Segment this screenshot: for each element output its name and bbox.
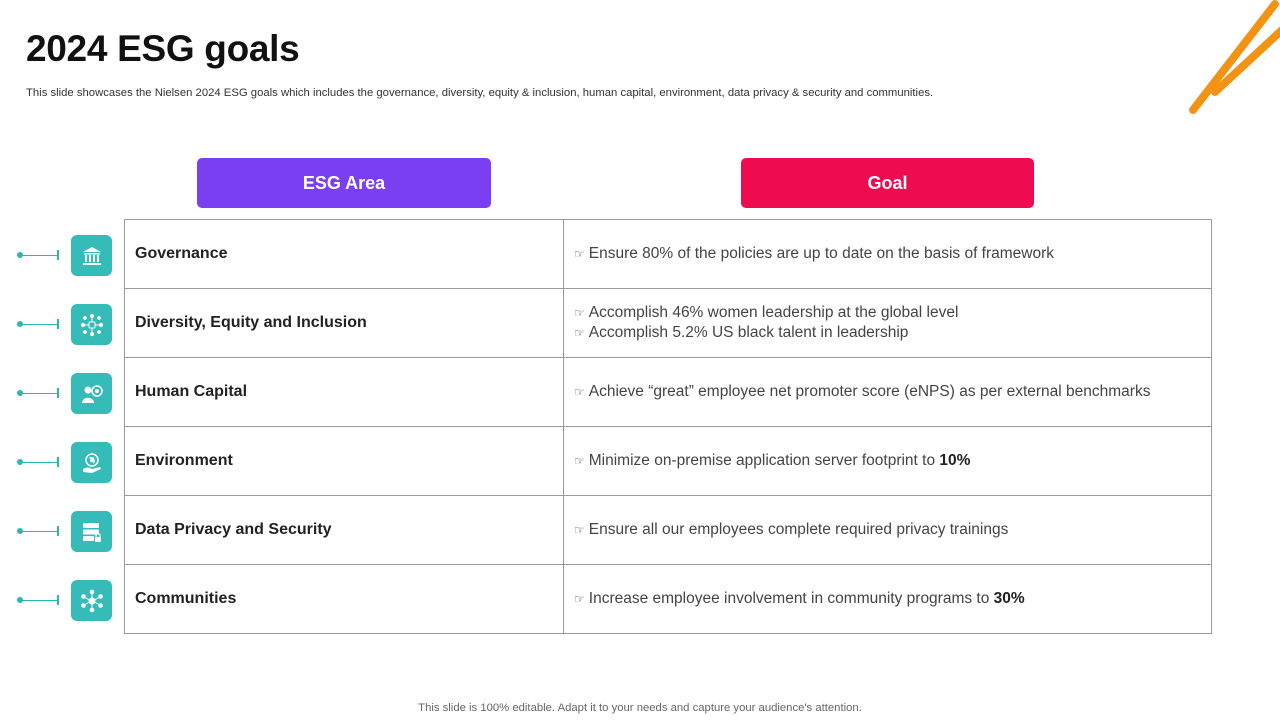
goal-item: ☞ Accomplish 5.2% US black talent in leadership: [574, 324, 909, 341]
row-markers: [0, 219, 124, 633]
decorative-stripes: [1170, 0, 1280, 120]
server-lock-icon: [71, 511, 112, 552]
marker-communities: [0, 564, 124, 633]
pointing-hand-icon: ☞: [574, 385, 585, 399]
goal-item: ☞ Achieve “great” employee net promoter score (eNPS) as per external benchmarks: [574, 383, 1151, 400]
esg-area-header: ESG Area: [197, 158, 491, 208]
community-network-icon: [71, 580, 112, 621]
goal-cell: [564, 289, 1211, 357]
government-building-icon: [71, 235, 112, 276]
esg-goals-table: [124, 219, 1212, 634]
pointing-hand-icon: ☞: [574, 592, 585, 606]
people-network-icon: [71, 304, 112, 345]
goal-item: ☞ Accomplish 46% women leadership at the global level: [574, 304, 959, 321]
esg-area-cell: Communities: [125, 565, 564, 633]
goal-highlight-value: 30%: [993, 590, 1025, 607]
globe-hand-icon: [71, 442, 112, 483]
goal-item: ☞ Ensure all our employees complete required privacy trainings: [574, 521, 1009, 538]
esg-area-cell: Governance: [125, 220, 564, 288]
table-row: [125, 496, 1211, 565]
esg-area-cell: Data Privacy and Security: [125, 496, 564, 564]
slide-subtitle: This slide showcases the Nielsen 2024 ESG goals which includes the governance, diversity, equity & inclusion, human capital, environment, data privacy & security and communities.: [26, 87, 934, 99]
pointing-hand-icon: ☞: [574, 454, 585, 468]
esg-area-cell: Environment: [125, 427, 564, 495]
marker-governance: [0, 219, 124, 288]
slide-footer: This slide is 100% editable. Adapt it to your needs and capture your audience's attention.: [418, 702, 862, 714]
table-row: [125, 427, 1211, 496]
employee-target-icon: [71, 373, 112, 414]
pointing-hand-icon: ☞: [574, 247, 585, 261]
marker-human-capital: [0, 357, 124, 426]
goal-item: ☞ Increase employee involvement in community programs to 30%: [574, 590, 1025, 607]
esg-area-cell: Diversity, Equity and Inclusion: [125, 289, 564, 357]
goal-cell: [564, 565, 1211, 633]
table-row: [125, 289, 1211, 358]
slide-title: 2024 ESG goals: [26, 28, 300, 69]
table-row: [125, 565, 1211, 634]
esg-area-cell: Human Capital: [125, 358, 564, 426]
marker-diversity: [0, 288, 124, 357]
goal-header: Goal: [741, 158, 1034, 208]
goal-cell: [564, 358, 1211, 426]
marker-environment: [0, 426, 124, 495]
marker-data-privacy: [0, 495, 124, 564]
pointing-hand-icon: ☞: [574, 306, 585, 320]
goal-cell: [564, 427, 1211, 495]
pointing-hand-icon: ☞: [574, 523, 585, 537]
goal-item: ☞ Minimize on-premise application server footprint to 10%: [574, 452, 971, 469]
pointing-hand-icon: ☞: [574, 326, 585, 340]
goal-cell: [564, 496, 1211, 564]
goal-highlight-value: 10%: [939, 452, 971, 469]
table-row: [125, 220, 1211, 289]
table-row: [125, 358, 1211, 427]
goal-cell: [564, 220, 1211, 288]
goal-item: ☞ Ensure 80% of the policies are up to date on the basis of framework: [574, 245, 1055, 262]
